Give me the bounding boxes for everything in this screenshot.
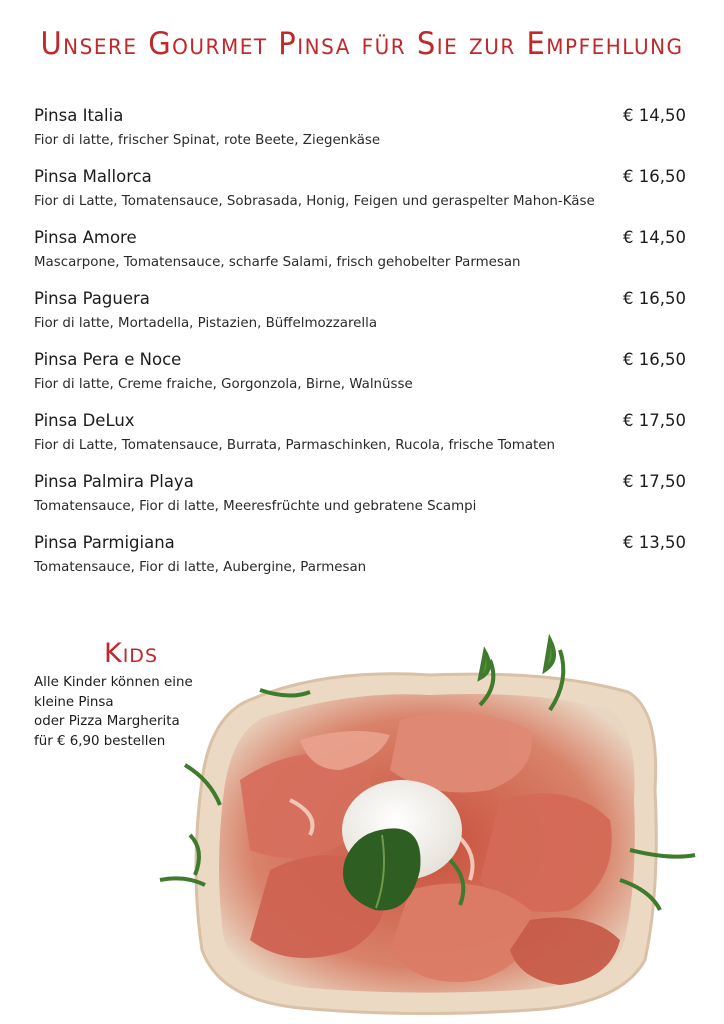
- menu-item-delux: [34, 411, 686, 472]
- kids-line: für € 6,90 bestellen: [34, 733, 166, 749]
- menu-item-name: Pinsa Mallorca: [34, 167, 152, 186]
- menu-item-description: Fior di Latte, Tomatensauce, Burrata, Parmaschinken, Rucola, frische Tomaten: [34, 438, 556, 453]
- menu-item-description: Mascarpone, Tomatensauce, scharfe Salami, frisch gehobelter Parmesan: [34, 255, 521, 270]
- page-title: Unsere Gourmet Pinsa für Sie zur Empfehlung: [40, 24, 684, 62]
- menu-item-amore: [34, 228, 686, 289]
- menu-item-description: Fior di latte, Creme fraiche, Gorgonzola, Birne, Walnüsse: [34, 377, 413, 392]
- menu-item-description: Fior di latte, Mortadella, Pistazien, Büffelmozzarella: [34, 316, 378, 331]
- menu-item-description: Fior di latte, frischer Spinat, rote Beete, Ziegenkäse: [34, 133, 381, 148]
- menu-item-price: € 16,50: [623, 350, 686, 369]
- menu-item-name: Pinsa Parmigiana: [34, 533, 175, 552]
- kids-line: oder Pizza Margherita: [34, 714, 180, 729]
- menu-item-name: Pinsa Palmira Playa: [34, 472, 194, 491]
- menu-item-description: Fior di Latte, Tomatensauce, Sobrasada, Honig, Feigen und geraspelter Mahon-Käse: [34, 194, 595, 209]
- menu-item-italia: [34, 106, 686, 167]
- menu-item-price: € 14,50: [623, 228, 686, 247]
- menu-item-paguera: [34, 289, 686, 350]
- kids-heading: Kids: [104, 638, 158, 669]
- menu-item-palmira-playa: [34, 472, 686, 533]
- menu-item-name: Pinsa Amore: [34, 228, 137, 247]
- menu-item-price: € 17,50: [623, 472, 686, 491]
- menu-item-price: € 17,50: [623, 411, 686, 430]
- menu-item-price: € 14,50: [623, 106, 686, 125]
- menu-item-name: Pinsa Pera e Noce: [34, 350, 182, 369]
- kids-line: Alle Kinder können eine: [34, 675, 193, 690]
- pinsa-photo: [150, 630, 715, 1020]
- menu-item-price: € 13,50: [623, 533, 686, 552]
- menu-item-description: Tomatensauce, Fior di latte, Aubergine, Parmesan: [34, 560, 367, 575]
- menu-item-mallorca: [34, 167, 686, 228]
- pinsa-menu-list: [34, 106, 686, 594]
- menu-item-name: Pinsa Paguera: [34, 289, 150, 308]
- menu-item-name: Pinsa Italia: [34, 106, 124, 125]
- menu-item-description: Tomatensauce, Fior di latte, Meeresfrüchte und gebratene Scampi: [34, 499, 477, 514]
- kids-line: kleine Pinsa: [34, 694, 114, 710]
- menu-item-parmigiana: [34, 533, 686, 594]
- menu-item-price: € 16,50: [623, 167, 686, 186]
- menu-item-name: Pinsa DeLux: [34, 411, 135, 430]
- kids-offer-text: [34, 673, 193, 751]
- menu-item-pera-e-noce: [34, 350, 686, 411]
- menu-item-price: € 16,50: [623, 289, 686, 308]
